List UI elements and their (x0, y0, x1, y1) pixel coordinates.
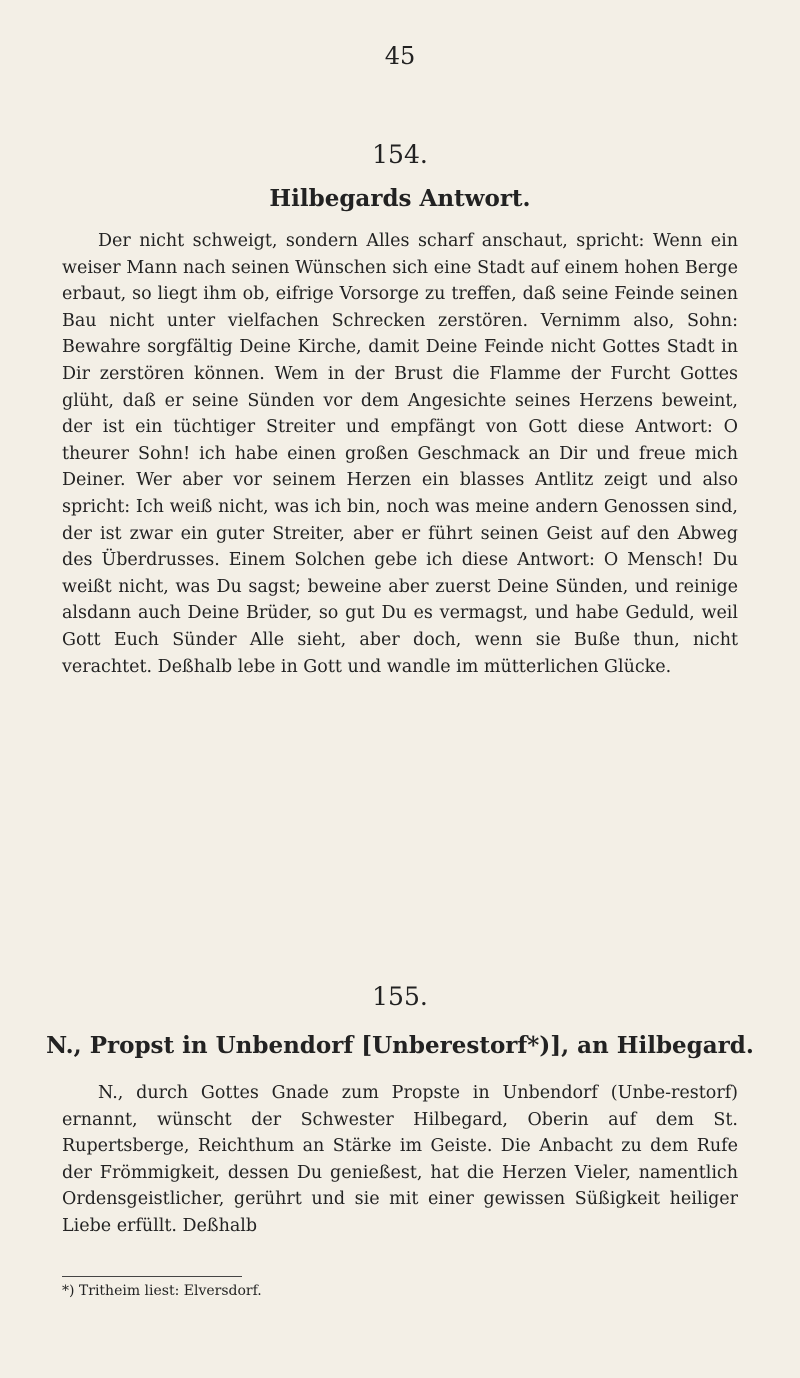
section-154-number: 154. (372, 140, 428, 169)
page-number: 45 (384, 42, 416, 70)
section-155-title: N., Propst in Unbendorf [Unberestorf*)], an Hilbegard. (46, 1032, 754, 1059)
footnote: *) Tritheim liest: Elversdorf. (62, 1283, 262, 1299)
section-155-body: N., durch Gottes Gnade zum Propste in Unbendorf (Unbe-restorf) ernannt, wünscht der Schwester Hilbegard, Oberin auf dem St. Rupertsberge, Reichthum an Stärke im Geiste. Die Anbacht zu dem Rufe der Frömmigkeit, dessen Du genießest, hat die Herzen Vieler, namentlich Ordensgeistlicher, gerührt und sie mit einer gewissen Süßigkeit heiliger Liebe erfüllt. Deßhalb (62, 1083, 738, 1236)
footnote-separator (62, 1276, 242, 1277)
section-154-title: Hilbegards Antwort. (269, 185, 531, 212)
section-154-body: Der nicht schweigt, sondern Alles scharf anschaut, spricht: Wenn ein weiser Mann nach seinen Wünschen sich eine Stadt auf einem hohen Berge erbaut, so liegt ihm ob, eifrige Vorsorge zu treffen, daß seine Feinde seinen Bau nicht unter vielfachen Schrecken zerstören. Vernimm also, Sohn: Bewahre sorgfältig Deine Kirche, damit Deine Feinde nicht Gottes Stadt in Dir zerstören können. Wem in der Brust die Flamme der Furcht Gottes glüht, daß er seine Sünden vor dem Angesichte seines Herzens beweint, der ist ein tüchtiger Streiter und empfängt von Gott diese Antwort: O theurer Sohn! ich habe einen großen Geschmack an Dir und freue mich Deiner. Wer aber vor seinem Herzen ein blasses Antlitz zeigt und also spricht: Ich weiß nicht, was ich bin, noch was meine andern Genossen sind, der ist zwar ein guter Streiter, aber er führt seinen Geist auf den Abweg des Überdrusses. Einem Solchen gebe ich diese Antwort: O Mensch! Du weißt nicht, was Du sagst; beweine aber zuerst Deine Sünden, und reinige alsdann auch Deine Brüder, so gut Du es vermagst, und habe Geduld, weil Gott Euch Sünder Alle sieht, aber doch, wenn sie Buße thun, nicht verachtet. Deßhalb lebe in Gott und wandle im mütterlichen Glücke. (62, 231, 738, 677)
section-155-number: 155. (372, 982, 428, 1011)
